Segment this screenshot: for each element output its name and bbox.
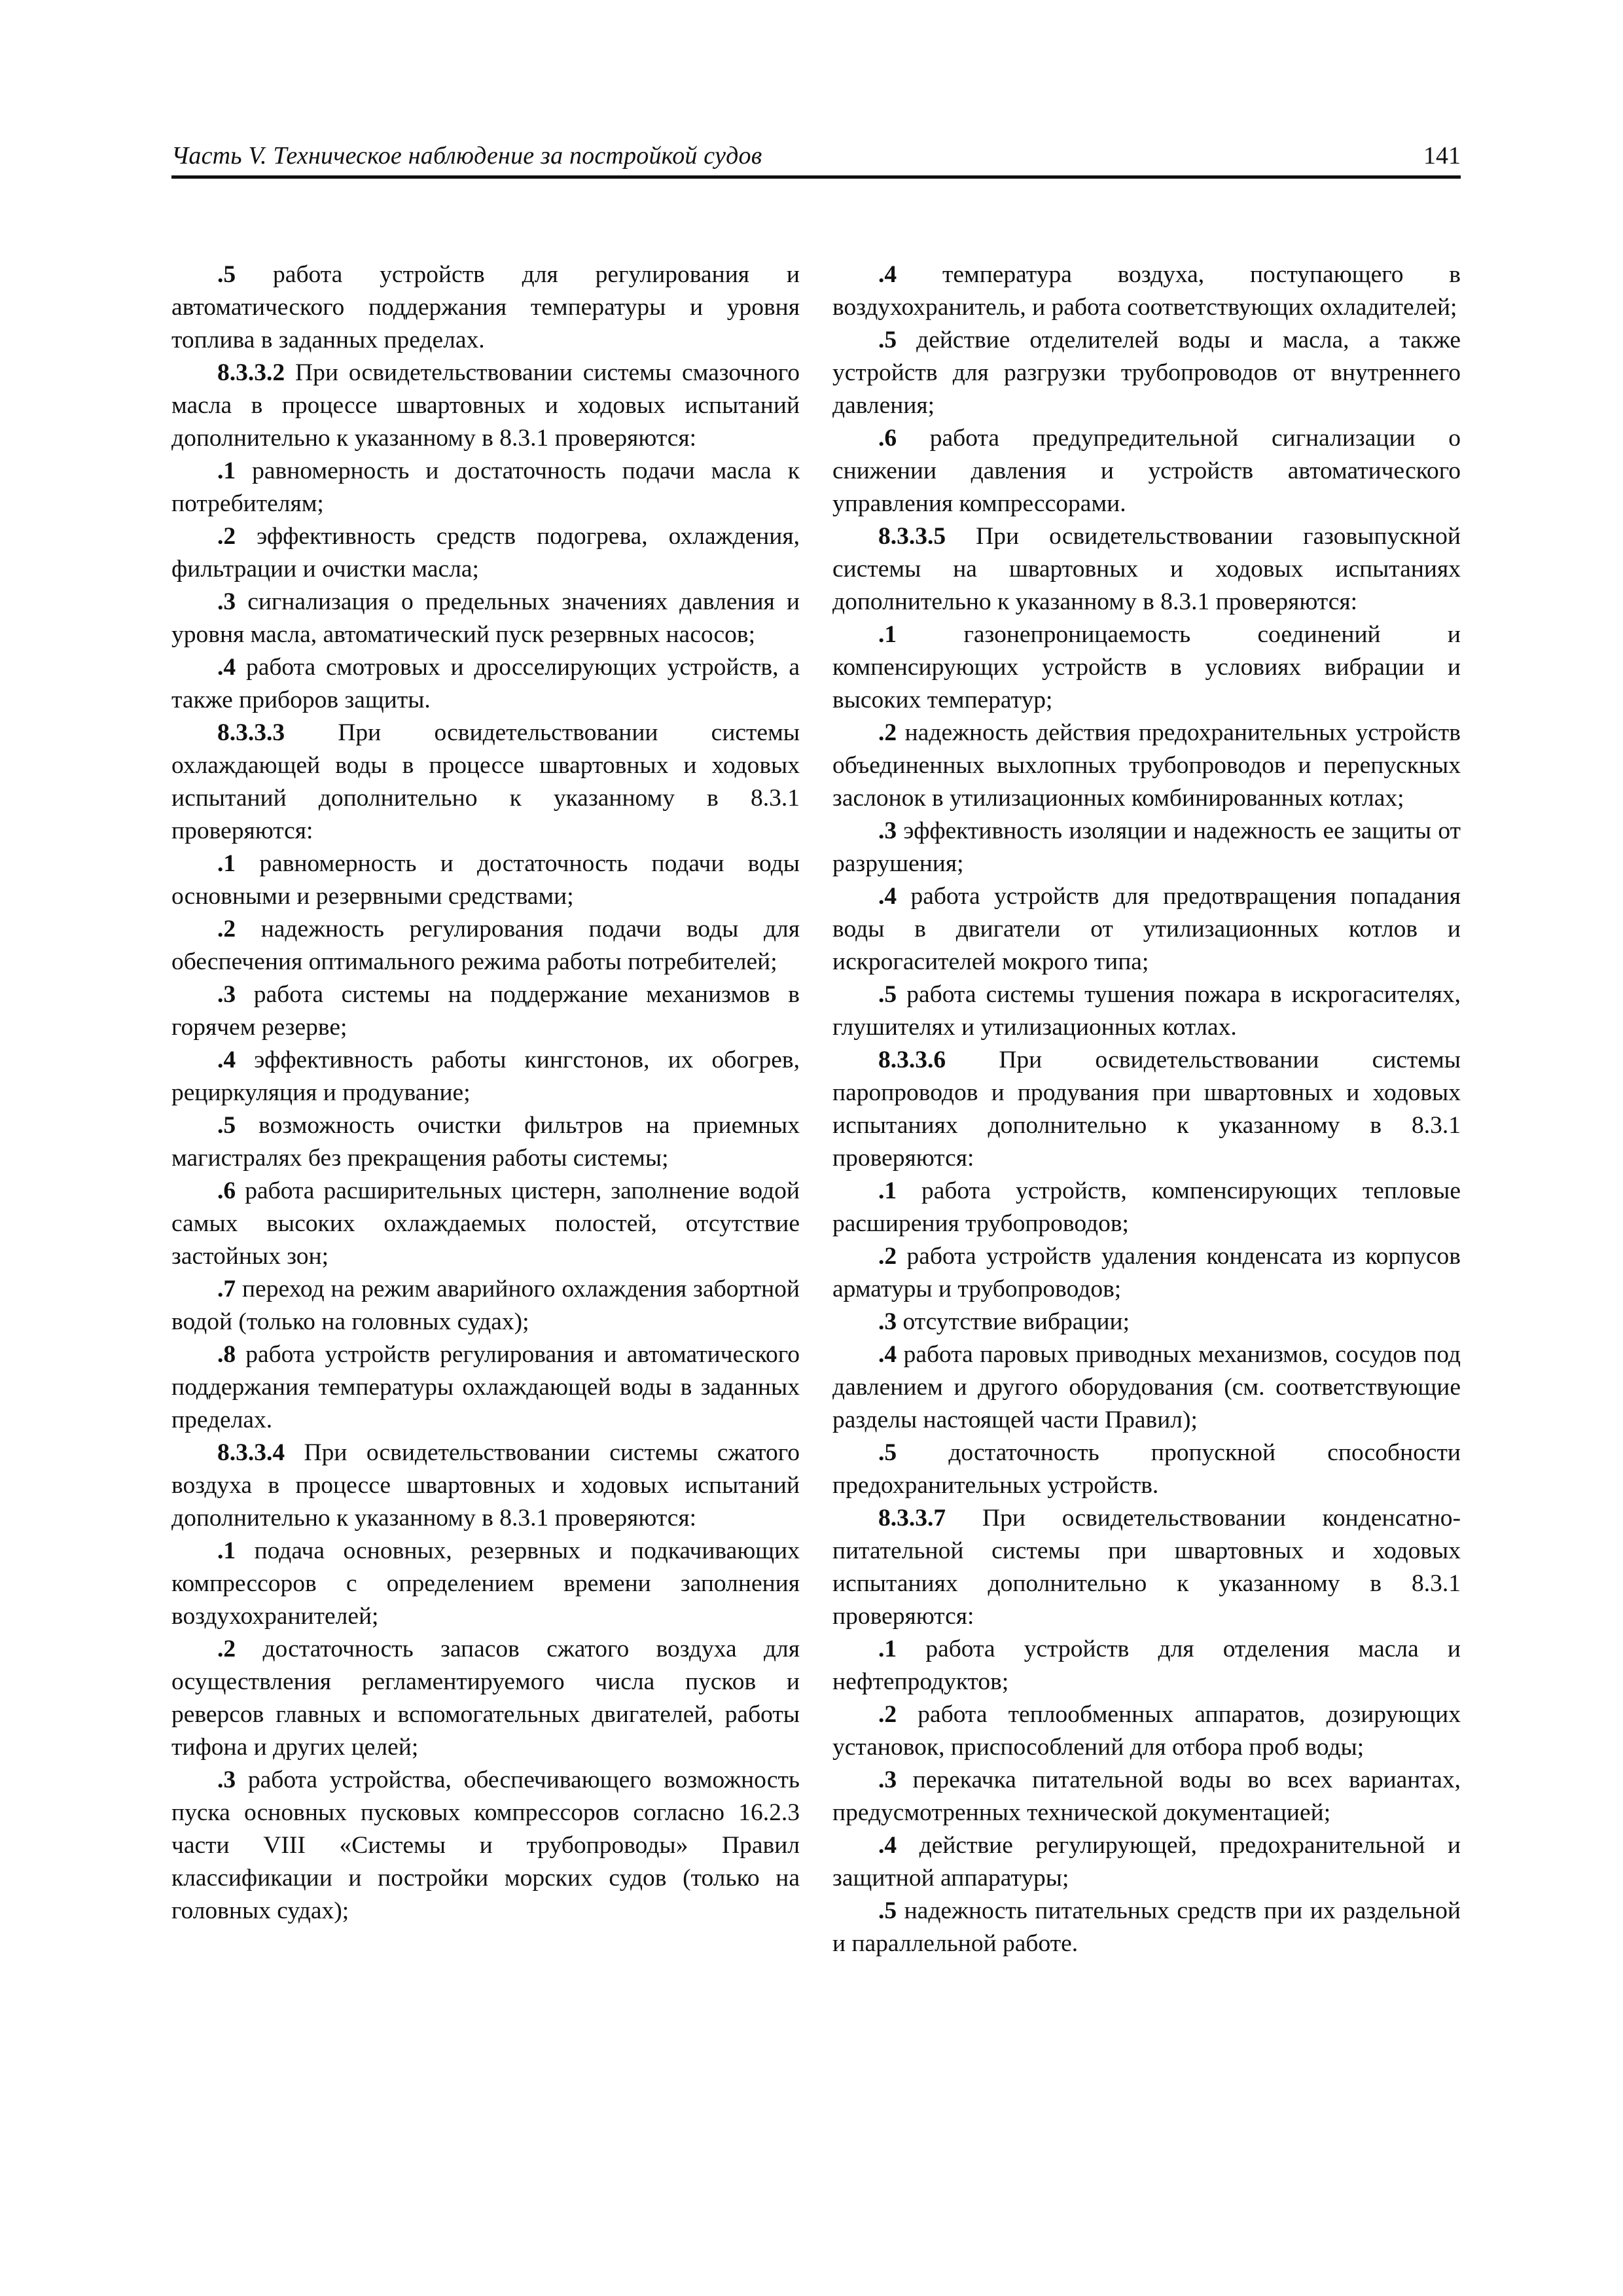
list-item <box>171 1338 800 1437</box>
item-number: .1 <box>217 457 236 484</box>
item-number: .4 <box>878 261 897 288</box>
paragraph-text: достаточность запасов сжатого воздуха для осуществления регламентируемого числа пусков и реверсов главных и вспомогательных двигателей, работы тифона и других целей; <box>171 1636 800 1761</box>
paragraph-text: работа теплообменных аппаратов, дозирующих установок, приспособлений для отбора проб воды; <box>832 1701 1461 1761</box>
paragraph-text: надежность действия предохранительных устройств объединенных выхлопных трубопроводов и перепускных заслонок в утилизационных комбинированных котлах; <box>832 719 1461 812</box>
item-number: .4 <box>878 1341 897 1368</box>
list-item <box>832 1240 1461 1306</box>
list-item <box>832 717 1461 815</box>
item-number: .6 <box>878 425 897 452</box>
paragraph-text: сигнализация о предельных значениях давления и уровня масла, автоматический пуск резервных насосов; <box>171 588 800 648</box>
list-item <box>832 324 1461 422</box>
section-paragraph <box>832 1502 1461 1633</box>
list-item <box>171 1535 800 1633</box>
item-number: .2 <box>217 916 236 942</box>
item-number: .1 <box>878 1636 897 1662</box>
item-number: .4 <box>878 1832 897 1859</box>
list-item <box>171 651 800 717</box>
item-number: .4 <box>878 883 897 910</box>
list-item <box>171 848 800 913</box>
item-number: .4 <box>217 654 236 681</box>
left-column <box>171 259 800 1928</box>
paragraph-text: При освидетельствовании конденсатно-питательной системы при швартовных и ходовых испытаниях дополнительно к указанному в 8.3.1 проверяются: <box>832 1505 1461 1630</box>
list-item <box>171 455 800 520</box>
item-number: .2 <box>878 1701 897 1728</box>
paragraph-text: возможность очистки фильтров на приемных магистралях без прекращения работы системы; <box>171 1112 800 1172</box>
paragraph-text: отсутствие вибрации; <box>897 1308 1130 1335</box>
paragraph-text: работа смотровых и дросселирующих устройств, а также приборов защиты. <box>171 654 800 713</box>
list-item <box>832 259 1461 324</box>
paragraph-text: При освидетельствовании системы сжатого воздуха в процессе швартовных и ходовых испытаний дополнительно к указанному в 8.3.1 проверяются: <box>171 1439 800 1532</box>
section-number: 8.3.3.4 <box>217 1439 285 1466</box>
paragraph-text: работа устройств для отделения масла и нефтепродуктов; <box>832 1636 1461 1695</box>
paragraph-text: работа устройства, обеспечивающего возможность пуска основных пусковых компрессоров согласно 16.2.3 части VIII «Системы и трубопроводы» Правил классификации и постройки морских судов (только на головных судах); <box>171 1767 800 1924</box>
item-number: .1 <box>217 1537 236 1564</box>
section-paragraph <box>832 1044 1461 1175</box>
page-number: 141 <box>1423 142 1461 170</box>
list-item <box>832 1338 1461 1437</box>
right-column <box>832 259 1461 1960</box>
list-item <box>832 619 1461 717</box>
item-number: .2 <box>878 1243 897 1270</box>
paragraph-text: работа устройств для регулирования и автоматического поддержания температуры и уровня топлива в заданных пределах. <box>171 261 800 353</box>
paragraph-text: работа устройств регулирования и автоматического поддержания температуры охлаждающей воды в заданных пределах. <box>171 1341 800 1433</box>
list-item <box>832 1764 1461 1829</box>
paragraph-text: работа паровых приводных механизмов, сосудов под давлением и другого оборудования (см. соответствующие разделы настоящей части Правил); <box>832 1341 1461 1433</box>
list-item <box>171 1109 800 1175</box>
paragraph-text: При освидетельствовании системы смазочного масла в процессе швартовных и ходовых испытаний дополнительно к указанному в 8.3.1 проверяются: <box>171 359 800 452</box>
item-number: .1 <box>878 1177 897 1204</box>
section-paragraph <box>171 1437 800 1535</box>
item-number: .1 <box>217 850 236 877</box>
paragraph-text: При освидетельствовании системы охлаждающей воды в процессе швартовных и ходовых испытаний дополнительно к указанному в 8.3.1 проверяются: <box>171 719 800 844</box>
list-item <box>832 880 1461 978</box>
list-item <box>832 1175 1461 1240</box>
paragraph-text: эффективность изоляции и надежность ее защиты от разрушения; <box>832 817 1461 877</box>
item-number: .5 <box>878 1897 897 1924</box>
paragraph-text: работа устройств, компенсирующих тепловые расширения трубопроводов; <box>832 1177 1461 1237</box>
list-item <box>171 1175 800 1273</box>
item-number: .2 <box>878 719 897 746</box>
item-number: .5 <box>878 981 897 1008</box>
item-number: .5 <box>878 327 897 353</box>
paragraph-text: работа расширительных цистерн, заполнение водой самых высоких охлаждаемых полостей, отсутствие застойных зон; <box>171 1177 800 1270</box>
paragraph-text: подача основных, резервных и подкачивающих компрессоров с определением времени заполнения воздухохранителей; <box>171 1537 800 1630</box>
item-number: .3 <box>878 817 897 844</box>
list-item <box>832 1895 1461 1960</box>
list-item <box>171 520 800 586</box>
paragraph-text: работа устройств удаления конденсата из корпусов арматуры и трубопроводов; <box>832 1243 1461 1302</box>
running-header <box>171 139 1461 177</box>
header-rule <box>171 175 1461 179</box>
paragraph-text: действие отделителей воды и масла, а также устройств для разгрузки трубопроводов от внутреннего давления; <box>832 327 1461 419</box>
section-number: 8.3.3.7 <box>878 1505 946 1532</box>
item-number: .3 <box>217 981 236 1008</box>
paragraph-text: работа системы на поддержание механизмов в горячем резерве; <box>171 981 800 1041</box>
list-item <box>832 422 1461 520</box>
paragraph-text: эффективность работы кингстонов, их обогрев, рециркуляция и продувание; <box>171 1047 800 1106</box>
item-number: .5 <box>217 261 236 288</box>
item-number: .2 <box>217 523 236 550</box>
list-item <box>171 1273 800 1338</box>
list-item <box>171 1044 800 1109</box>
paragraph-text: надежность питательных средств при их раздельной и параллельной работе. <box>832 1897 1461 1957</box>
item-number: .8 <box>217 1341 236 1368</box>
item-number: .3 <box>217 1767 236 1793</box>
paragraph-text: При освидетельствовании системы паропроводов и продувания при швартовных и ходовых испытаниях дополнительно к указанному в 8.3.1 проверяются: <box>832 1047 1461 1172</box>
section-paragraph <box>171 357 800 455</box>
list-item <box>171 978 800 1044</box>
section-paragraph <box>171 717 800 848</box>
list-item <box>832 815 1461 880</box>
paragraph-text: эффективность средств подогрева, охлаждения, фильтрации и очистки масла; <box>171 523 800 583</box>
paragraph-text: достаточность пропускной способности предохранительных устройств. <box>832 1439 1461 1499</box>
list-item <box>832 1306 1461 1338</box>
section-number: 8.3.3.3 <box>217 719 285 746</box>
item-number: .2 <box>217 1636 236 1662</box>
paragraph-text: равномерность и достаточность подачи масла к потребителям; <box>171 457 800 517</box>
paragraph-text: работа устройств для предотвращения попадания воды в двигатели от утилизационных котлов и искрогасителей мокрого типа; <box>832 883 1461 975</box>
paragraph-text: работа системы тушения пожара в искрогасителях, глушителях и утилизационных котлах. <box>832 981 1461 1041</box>
paragraph-text: надежность регулирования подачи воды для обеспечения оптимального режима работы потребителей; <box>171 916 800 975</box>
list-item <box>171 1633 800 1764</box>
paragraph-text: равномерность и достаточность подачи воды основными и резервными средствами; <box>171 850 800 910</box>
paragraph-text: перекачка питательной воды во всех вариантах, предусмотренных технической документацией; <box>832 1767 1461 1826</box>
paragraph-text: При освидетельствовании газовыпускной системы на швартовных и ходовых испытаниях дополнительно к указанному в 8.3.1 проверяются: <box>832 523 1461 615</box>
list-item <box>171 259 800 357</box>
item-number: .1 <box>878 621 897 648</box>
item-number: .3 <box>878 1308 897 1335</box>
item-number: .6 <box>217 1177 236 1204</box>
item-number: .4 <box>217 1047 236 1073</box>
paragraph-text: переход на режим аварийного охлаждения забортной водой (только на головных судах); <box>171 1276 800 1335</box>
header-title: Часть V. Техническое наблюдение за постройкой судов <box>171 142 762 170</box>
section-paragraph <box>832 520 1461 619</box>
paragraph-text: газонепроницаемость соединений и компенсирующих устройств в условиях вибрации и высоких температур; <box>832 621 1461 713</box>
item-number: .3 <box>217 588 236 615</box>
item-number: .5 <box>878 1439 897 1466</box>
list-item <box>832 1633 1461 1698</box>
list-item <box>832 1829 1461 1895</box>
item-number: .3 <box>878 1767 897 1793</box>
item-number: .7 <box>217 1276 236 1302</box>
list-item <box>832 978 1461 1044</box>
item-number: .5 <box>217 1112 236 1139</box>
paragraph-text: температура воздуха, поступающего в воздухохранитель, и работа соответствующих охладителей; <box>832 261 1461 321</box>
list-item <box>171 913 800 978</box>
paragraph-text: действие регулирующей, предохранительной и защитной аппаратуры; <box>832 1832 1461 1892</box>
paragraph-text: работа предупредительной сигнализации о снижении давления и устройств автоматического управления компрессорами. <box>832 425 1461 517</box>
list-item <box>832 1437 1461 1502</box>
section-number: 8.3.3.2 <box>217 359 285 386</box>
list-item <box>171 586 800 651</box>
list-item <box>832 1698 1461 1764</box>
section-number: 8.3.3.5 <box>878 523 946 550</box>
list-item <box>171 1764 800 1928</box>
section-number: 8.3.3.6 <box>878 1047 946 1073</box>
